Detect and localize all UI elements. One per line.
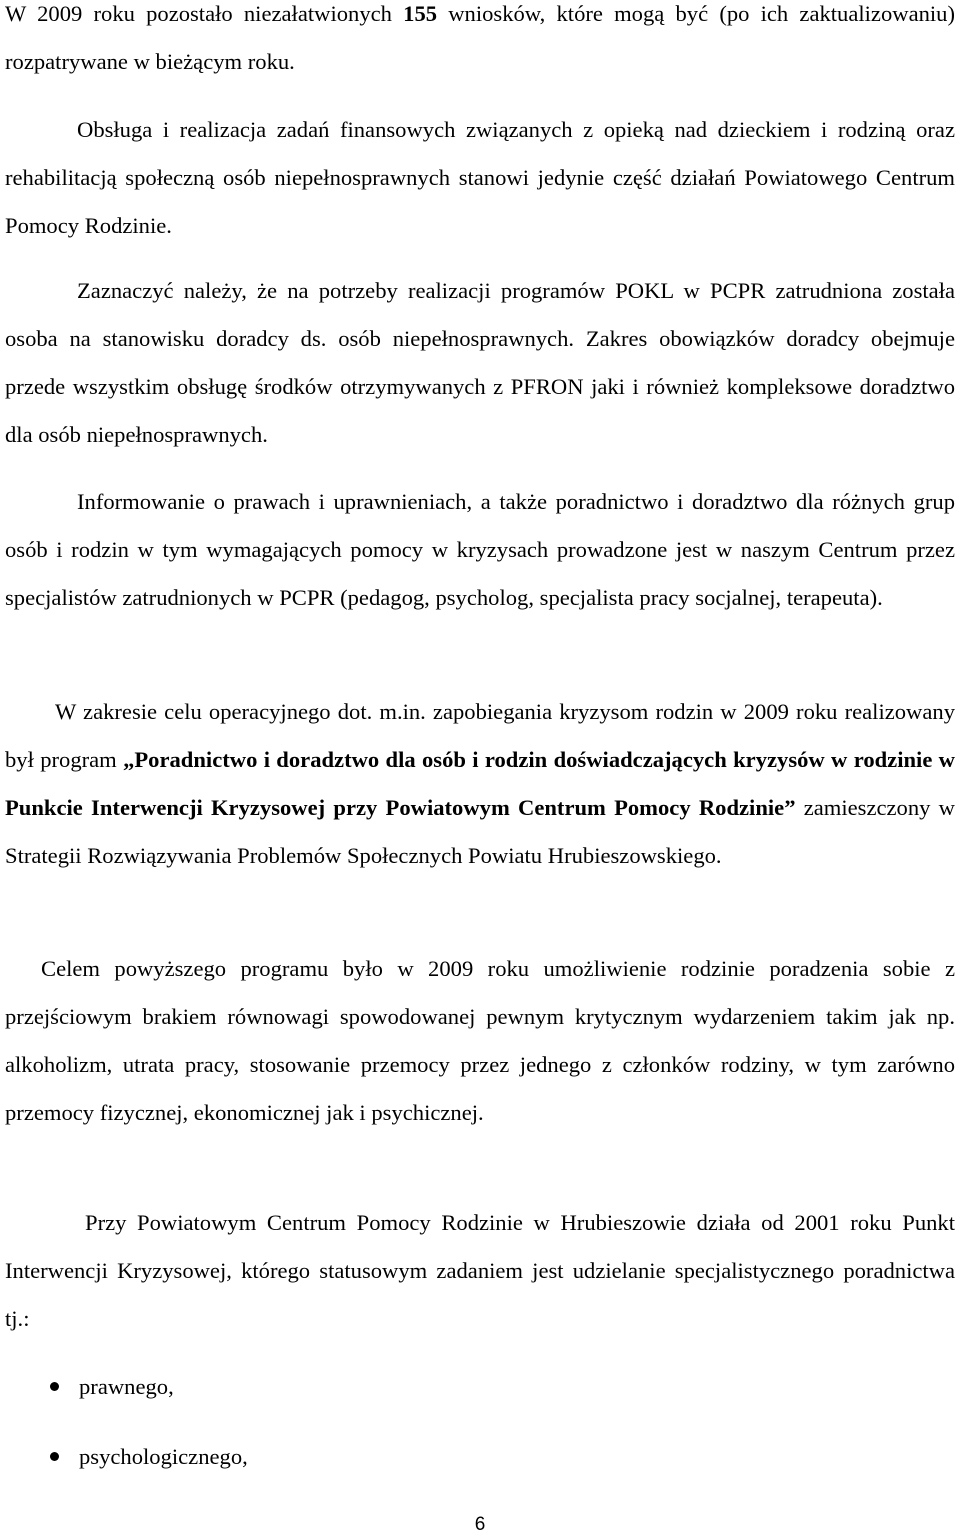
paragraph-unresolved-applications [5,0,955,86]
paragraph-crisis-point [5,1199,955,1343]
bullet-icon [50,1382,59,1391]
paragraph-text: Informowanie o prawach i uprawnieniach, a także poradnictwo i doradztwo dla różnych grup osób i rodzin w tym wymagających pomocy w kryzysach prowadzone jest w naszym Centrum przez specjalistów zatrudnionych w PCPR (pedagog, psycholog, specjalista pracy socjalnej, terapeuta). [5,489,955,610]
unresolved-count: 155 [403,1,438,26]
paragraph-pcpr-tasks [5,106,955,250]
paragraph-text-part: wniosków, które mogą być (po ich zaktualizowaniu) rozpatrywane w bieżącym roku. [5,1,955,74]
bullet-list [0,1364,960,1504]
paragraph-text: Zaznaczyć należy, że na potrzeby realizacji programów POKL w PCPR zatrudniona została osoba na stanowisku doradcy ds. osób niepełnosprawnych. Zakres obowiązków doradcy obejmuje przede wszystkim obsługę środków otrzymywanych z PFRON jaki i również kompleksowe doradztwo dla osób niepełnosprawnych. [5,278,955,447]
list-item [0,1434,960,1504]
paragraph-crisis-program [5,688,955,880]
paragraph-text-part: W zakresie celu operacyjnego dot. m.in. zapobiegania kryzysom rodzin w 2009 roku realizowany był program [5,699,955,772]
paragraph-pokl-advisor [5,267,955,459]
paragraph-text: Obsługa i realizacja zadań finansowych związanych z opieką nad dzieckiem i rodziną oraz rehabilitacją społeczną osób niepełnosprawnych stanowi jedynie część działań Powiatowego Centrum Pomocy Rodzinie. [5,117,955,238]
page-number: 6 [474,1514,486,1535]
paragraph-text: Przy Powiatowym Centrum Pomocy Rodzinie w Hrubieszowie działa od 2001 roku Punkt Interwencji Kryzysowej, którego statusowym zadaniem jest udzielanie specjalistycznego poradnictwa tj.: [5,1210,955,1331]
list-item [0,1364,960,1434]
paragraph-text: Celem powyższego programu było w 2009 roku umożliwienie rodzinie poradzenia sobie z przejściowym brakiem równowagi spowodowanej pewnym krytycznym wydarzeniem takim jak np. alkoholizm, utrata pracy, stosowanie przemocy przez jednego z członków rodziny, w tym zarówno przemocy fizycznej, ekonomicznej jak i psychicznej. [5,956,955,1125]
paragraph-text-part: zamieszczony w Strategii Rozwiązywania Problemów Społecznych Powiatu Hrubieszowskiego. [5,795,955,868]
bullet-icon [50,1452,59,1461]
list-item-text: prawnego, [79,1374,174,1399]
list-item-text: psychologicznego, [79,1444,248,1469]
paragraph-text-part: W 2009 roku pozostało niezałatwionych [5,1,404,26]
program-name: „Poradnictwo i doradztwo dla osób i rodzin doświadczających kryzysów w rodzinie w Punkcie Interwencji Kryzysowej przy Powiatowym Centrum Pomocy Rodzinie” [5,747,955,820]
paragraph-counselling [5,478,955,622]
paragraph-program-goal [5,945,955,1137]
